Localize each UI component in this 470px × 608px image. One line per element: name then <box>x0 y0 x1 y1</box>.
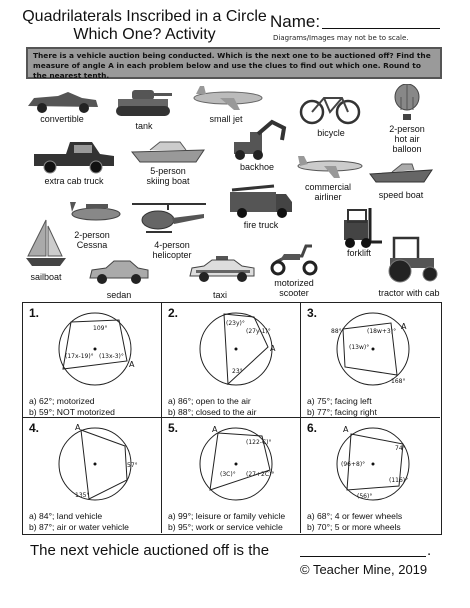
vehicle-label-forklift: forklift <box>346 248 371 258</box>
answer-prompt: The next vehicle auctioned off is the <box>30 542 270 559</box>
problem-number: 5. <box>168 421 179 435</box>
speed-boat-picture <box>368 160 434 186</box>
title-line-2: Which One? Activity <box>73 26 216 43</box>
problem-3-diagram <box>301 303 440 395</box>
problem-1-diagram <box>23 303 162 395</box>
name-label: Name: <box>270 12 321 31</box>
angle-label: (96+8)° <box>341 461 366 468</box>
vehicle-label-bicycle: bicycle <box>317 128 345 138</box>
problems-grid <box>22 302 442 535</box>
problem-number: 6. <box>307 421 318 435</box>
option-b: b) 77°; facing right <box>307 407 377 417</box>
vehicle-label-sedan: sedan <box>106 290 132 300</box>
vertex-label: A <box>75 423 81 432</box>
cessna-picture <box>66 198 124 228</box>
vehicle-label-commercial-airliner: commercial airliner <box>304 182 351 202</box>
angle-label: 88° <box>331 328 342 335</box>
angle-label: 109° <box>93 325 108 332</box>
sedan-picture <box>86 258 152 286</box>
worksheet-title <box>22 8 267 44</box>
option-a: a) 84°; land vehicle <box>29 511 103 521</box>
taxi-picture <box>186 254 258 284</box>
answer-period: . <box>427 542 432 559</box>
vehicle-label-taxi: taxi <box>212 290 227 300</box>
commercial-airliner-picture <box>294 152 366 180</box>
vertex-label: A <box>343 425 349 434</box>
angle-label: (23y)° <box>226 320 245 327</box>
option-b: b) 88°; closed to the air <box>168 407 257 417</box>
vehicle-label-small-jet: small jet <box>209 114 243 124</box>
problem-5 <box>162 418 301 533</box>
problem-2 <box>162 303 301 418</box>
backhoe-picture <box>228 118 288 160</box>
helicopter-picture <box>128 198 210 238</box>
option-a: a) 99°; leisure or family vehicle <box>168 511 286 521</box>
bicycle-picture <box>298 88 362 126</box>
angle-label: 23° <box>232 368 243 375</box>
scale-note: Diagrams/Images may not be to scale. <box>273 34 409 42</box>
angle-label: 74° <box>395 445 406 452</box>
angle-label: (27y-1)° <box>246 328 271 335</box>
option-a: a) 68°; 4 or fewer wheels <box>307 511 403 521</box>
angle-label: (18w+3)° <box>367 328 397 335</box>
option-b: b) 59°; NOT motorized <box>29 407 115 417</box>
option-b: b) 70°; 5 or more wheels <box>307 522 401 532</box>
small-jet-picture <box>190 84 268 112</box>
problem-number: 3. <box>307 306 318 320</box>
vehicle-label-speed-boat: speed boat <box>378 190 424 200</box>
angle-label: (17x-19)° <box>65 353 94 360</box>
vertex-label: A <box>401 322 407 331</box>
problem-number: 1. <box>29 306 40 320</box>
angle-label: (27+2C)° <box>246 471 275 478</box>
vehicle-label-sailboat: sailboat <box>30 272 62 282</box>
vertex-label: A <box>212 425 218 434</box>
vehicle-label-convertible: convertible <box>40 114 84 124</box>
copyright: © Teacher Mine, 2019 <box>300 562 428 577</box>
vehicle-label-scooter: motorized scooter <box>274 278 314 298</box>
vertex-label: A <box>270 344 276 353</box>
option-a: a) 75°; facing left <box>307 396 372 406</box>
problem-4-diagram <box>23 418 162 510</box>
answer-line[interactable] <box>300 556 426 557</box>
option-a: a) 86°; open to the air <box>168 396 251 406</box>
forklift-picture <box>334 206 386 250</box>
option-a: a) 62°; motorized <box>29 396 95 406</box>
angle-label: 57° <box>127 462 138 469</box>
tractor-picture <box>380 234 442 284</box>
vehicle-label-cessna: 2-person Cessna <box>74 230 110 250</box>
problem-5-diagram <box>162 418 301 510</box>
hot-air-balloon-picture <box>390 84 424 122</box>
option-b: b) 87°; air or water vehicle <box>29 522 129 532</box>
angle-label: 168° <box>391 378 406 385</box>
problem-6 <box>301 418 440 533</box>
extra-cab-truck-picture <box>30 138 118 174</box>
angle-label: (3C)° <box>220 471 236 478</box>
vehicle-label-tractor: tractor with cab <box>378 288 440 298</box>
angle-label: 135° <box>75 492 90 499</box>
problem-3 <box>301 303 440 418</box>
instructions-box: There is a vehicle auction being conducted. Which is the next one to be auctioned off? Find the measure of angle A in each problem below and use the clues to find out which one. Round to the nearest tenth. <box>26 47 442 79</box>
scooter-picture <box>266 240 322 276</box>
angle-label: (122-C)° <box>246 439 272 446</box>
vehicle-label-fire-truck: fire truck <box>243 220 279 230</box>
convertible-picture <box>24 88 100 114</box>
fire-truck-picture <box>226 184 294 220</box>
option-b: b) 95°; work or service vehicle <box>168 522 283 532</box>
title-line-1: Quadrilaterals Inscribed in a Circle <box>22 8 267 25</box>
problem-4 <box>23 418 162 533</box>
vehicle-label-extra-cab-truck: extra cab truck <box>44 176 104 186</box>
skiing-boat-picture <box>130 138 208 166</box>
problem-2-diagram <box>162 303 301 395</box>
angle-label: (116)° <box>389 477 409 484</box>
sailboat-picture <box>22 218 70 268</box>
angle-label: (13w)° <box>349 344 370 351</box>
problem-number: 4. <box>29 421 40 435</box>
problem-1 <box>23 303 162 418</box>
problem-number: 2. <box>168 306 179 320</box>
vehicle-label-skiing-boat: 5-person skiing boat <box>146 166 190 186</box>
angle-label: (56)° <box>357 493 373 500</box>
vehicle-label-tank: tank <box>135 121 153 131</box>
vertex-label: A <box>129 360 135 369</box>
vehicle-label-backhoe: backhoe <box>239 162 275 172</box>
vehicle-label-helicopter: 4-person helicopter <box>152 240 192 260</box>
angle-label: (13x-3)° <box>99 353 124 360</box>
vehicle-label-hot-air-balloon: 2-person hot air balloon <box>389 124 425 154</box>
name-field-line[interactable] <box>322 28 440 29</box>
tank-picture <box>114 84 172 120</box>
problem-6-diagram <box>301 418 440 510</box>
